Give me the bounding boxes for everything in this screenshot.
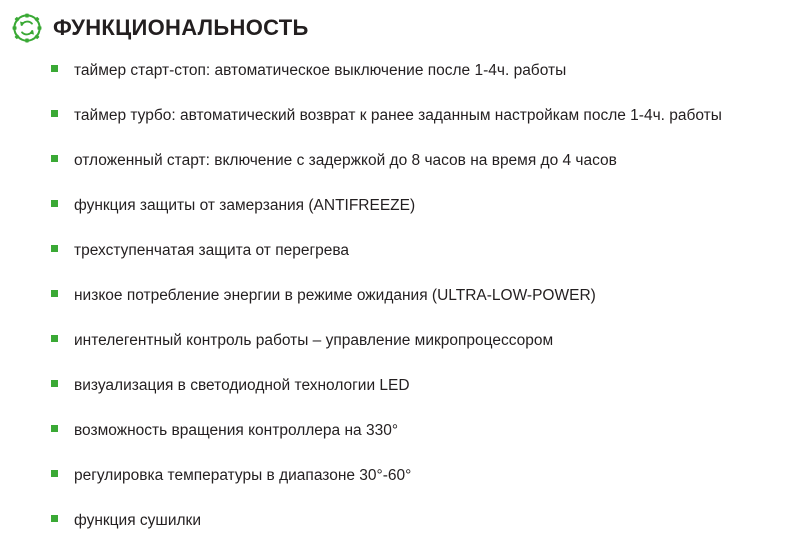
bullet-icon	[51, 110, 58, 117]
bullet-icon	[51, 470, 58, 477]
bullet-icon	[51, 425, 58, 432]
list-item-label: регулировка температуры в диапазоне 30°-60°	[74, 467, 412, 484]
list-item	[0, 373, 800, 399]
list-item	[0, 193, 800, 219]
list-item-label: низкое потребление энергии в режиме ожидания (ULTRA-LOW-POWER)	[74, 287, 596, 304]
bullet-icon	[51, 380, 58, 387]
bullet-icon	[51, 515, 58, 522]
bullet-icon	[51, 335, 58, 342]
list-item	[0, 463, 800, 489]
list-item	[0, 508, 800, 534]
list-item	[0, 148, 800, 174]
bullet-icon	[51, 245, 58, 252]
list-item-label: таймер турбо: автоматический возврат к ранее заданным настройкам после 1-4ч. работы	[74, 107, 722, 124]
list-item-label: таймер старт-стоп: автоматическое выключение после 1-4ч. работы	[74, 62, 567, 79]
bullet-icon	[51, 65, 58, 72]
list-item	[0, 103, 800, 129]
list-item-label: отложенный старт: включение с задержкой до 8 часов на время до 4 часов	[74, 152, 617, 169]
list-item	[0, 283, 800, 309]
list-item-label: функция сушилки	[74, 512, 201, 529]
list-item	[0, 238, 800, 264]
feature-list	[0, 48, 800, 534]
gear-recycle-icon	[12, 13, 42, 43]
section-header	[0, 0, 800, 48]
list-item-label: визуализация в светодиодной технологии LED	[74, 377, 410, 394]
bullet-icon	[51, 200, 58, 207]
bullet-icon	[51, 155, 58, 162]
list-item	[0, 58, 800, 84]
list-item-label: возможность вращения контроллера на 330°	[74, 422, 399, 439]
list-item-label: интелегентный контроль работы – управление микропроцессором	[74, 332, 554, 349]
list-item	[0, 328, 800, 354]
list-item	[0, 418, 800, 444]
bullet-icon	[51, 290, 58, 297]
list-item-label: трехступенчатая защита от перегрева	[74, 242, 350, 259]
page-title: ФУНКЦИОНАЛЬНОСТЬ	[53, 15, 309, 40]
list-item-label: функция защиты от замерзания (ANTIFREEZE)	[74, 197, 416, 214]
